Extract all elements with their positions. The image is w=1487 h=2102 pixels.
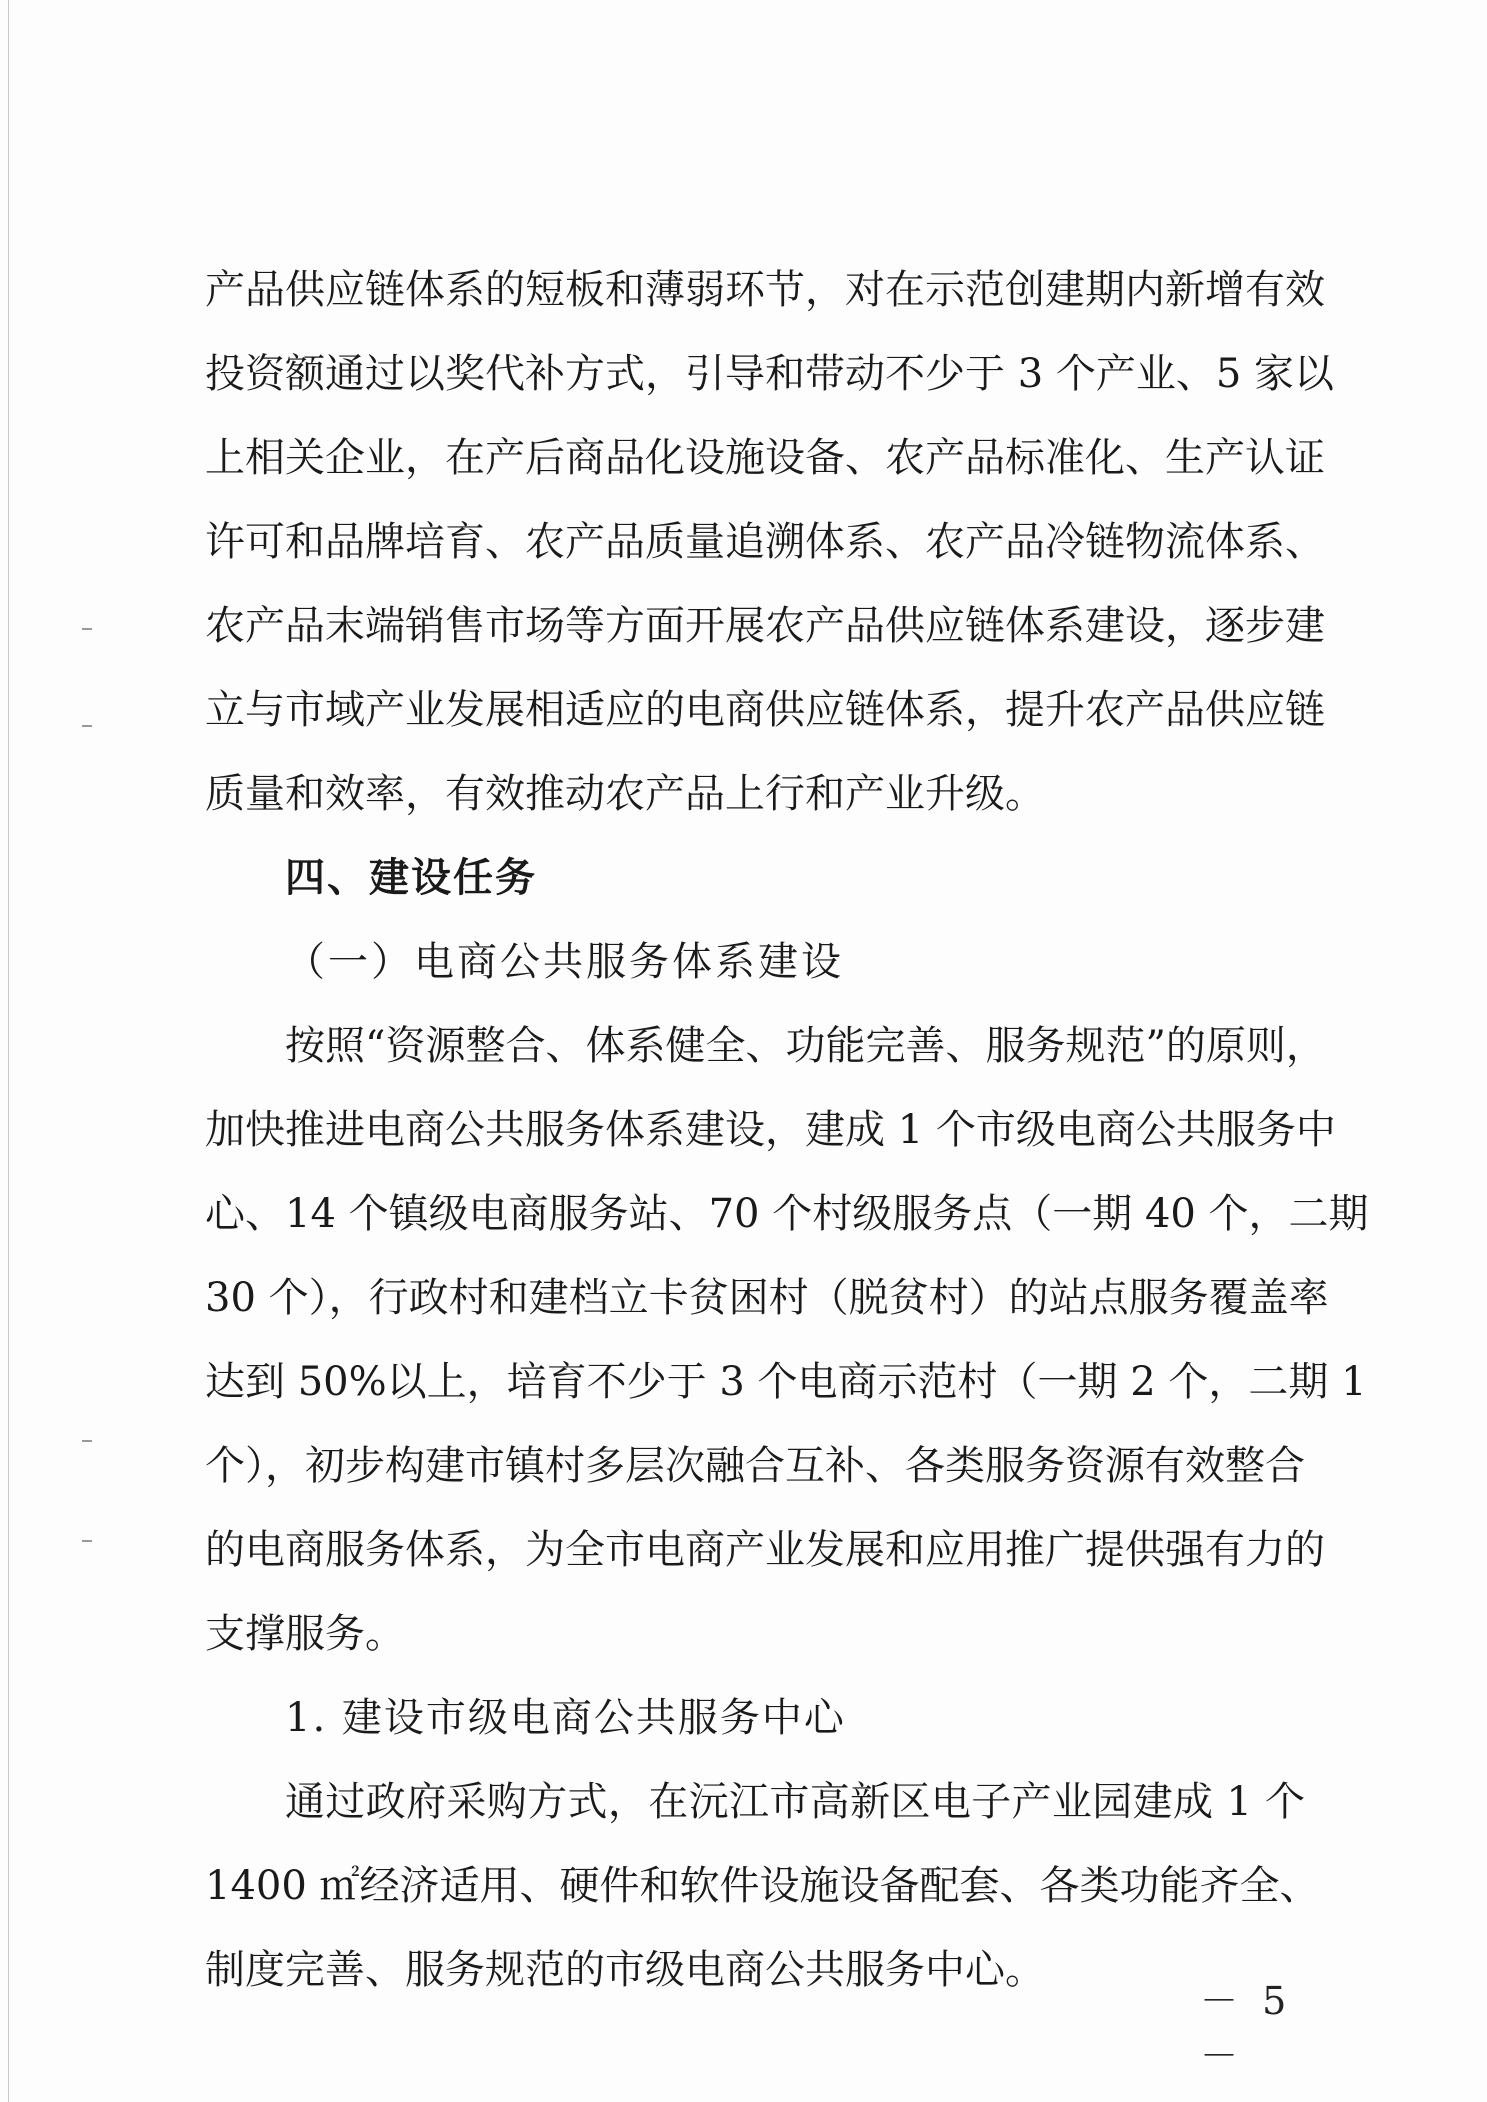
paragraph-service-center	[205, 1760, 1320, 2012]
scan-mark	[82, 628, 92, 630]
text-line: 的电商服务体系，为全市电商产业发展和应用推广提供强有力的	[205, 1527, 1325, 1573]
text-line: 投资额通过以奖代补方式，引导和带动不少于 3 个产业、5 家以	[205, 351, 1335, 397]
scan-mark	[82, 725, 92, 727]
text-line: 通过政府采购方式，在沅江市高新区电子产业园建成 1 个	[285, 1779, 1305, 1825]
text-line: 心、14 个镇级电商服务站、70 个村级服务点（一期 40 个，二期	[205, 1191, 1369, 1237]
page-number: － 5 －	[1200, 1979, 1293, 2078]
section-heading: 四、建设任务	[285, 855, 537, 901]
text-line: 质量和效率，有效推动农产品上行和产业升级。	[205, 771, 1045, 817]
subsection-heading: （一）电商公共服务体系建设	[285, 939, 844, 985]
scan-edge-line	[8, 0, 9, 2102]
text-line: 加快推进电商公共服务体系建设，建成 1 个市级电商公共服务中	[205, 1107, 1336, 1153]
item-title: 1. 建设市级电商公共服务中心	[285, 1695, 846, 1741]
text-line: 个），初步构建市镇村多层次融合互补、各类服务资源有效整合	[205, 1443, 1305, 1489]
text-line: 农产品末端销售市场等方面开展农产品供应链体系建设，逐步建	[205, 603, 1325, 649]
text-line: 制度完善、服务规范的市级电商公共服务中心。	[205, 1947, 1045, 1993]
text-line: 产品供应链体系的短板和薄弱环节，对在示范创建期内新增有效	[205, 267, 1325, 313]
text-line: 支撑服务。	[205, 1611, 405, 1657]
document-body	[205, 248, 1369, 2012]
text-line: 达到 50%以上，培育不少于 3 个电商示范村（一期 2 个，二期 1	[205, 1359, 1367, 1405]
text-line: 许可和品牌培育、农产品质量追溯体系、农产品冷链物流体系、	[205, 519, 1325, 565]
paragraph-principles	[205, 1004, 1369, 1676]
scan-mark	[82, 1540, 92, 1542]
text-line: 30 个），行政村和建档立卡贫困村（脱贫村）的站点服务覆盖率	[205, 1275, 1329, 1321]
paragraph-continuation	[205, 248, 1335, 836]
text-line: 按照“资源整合、体系健全、功能完善、服务规范”的原则，	[285, 1023, 1326, 1069]
text-line: 1400 ㎡经济适用、硬件和软件设施设备配套、各类功能齐全、	[205, 1863, 1320, 1909]
scan-mark	[82, 1440, 92, 1442]
text-line: 立与市域产业发展相适应的电商供应链体系，提升农产品供应链	[205, 687, 1325, 733]
text-line: 上相关企业，在产后商品化设施设备、农产品标准化、生产认证	[205, 435, 1325, 481]
